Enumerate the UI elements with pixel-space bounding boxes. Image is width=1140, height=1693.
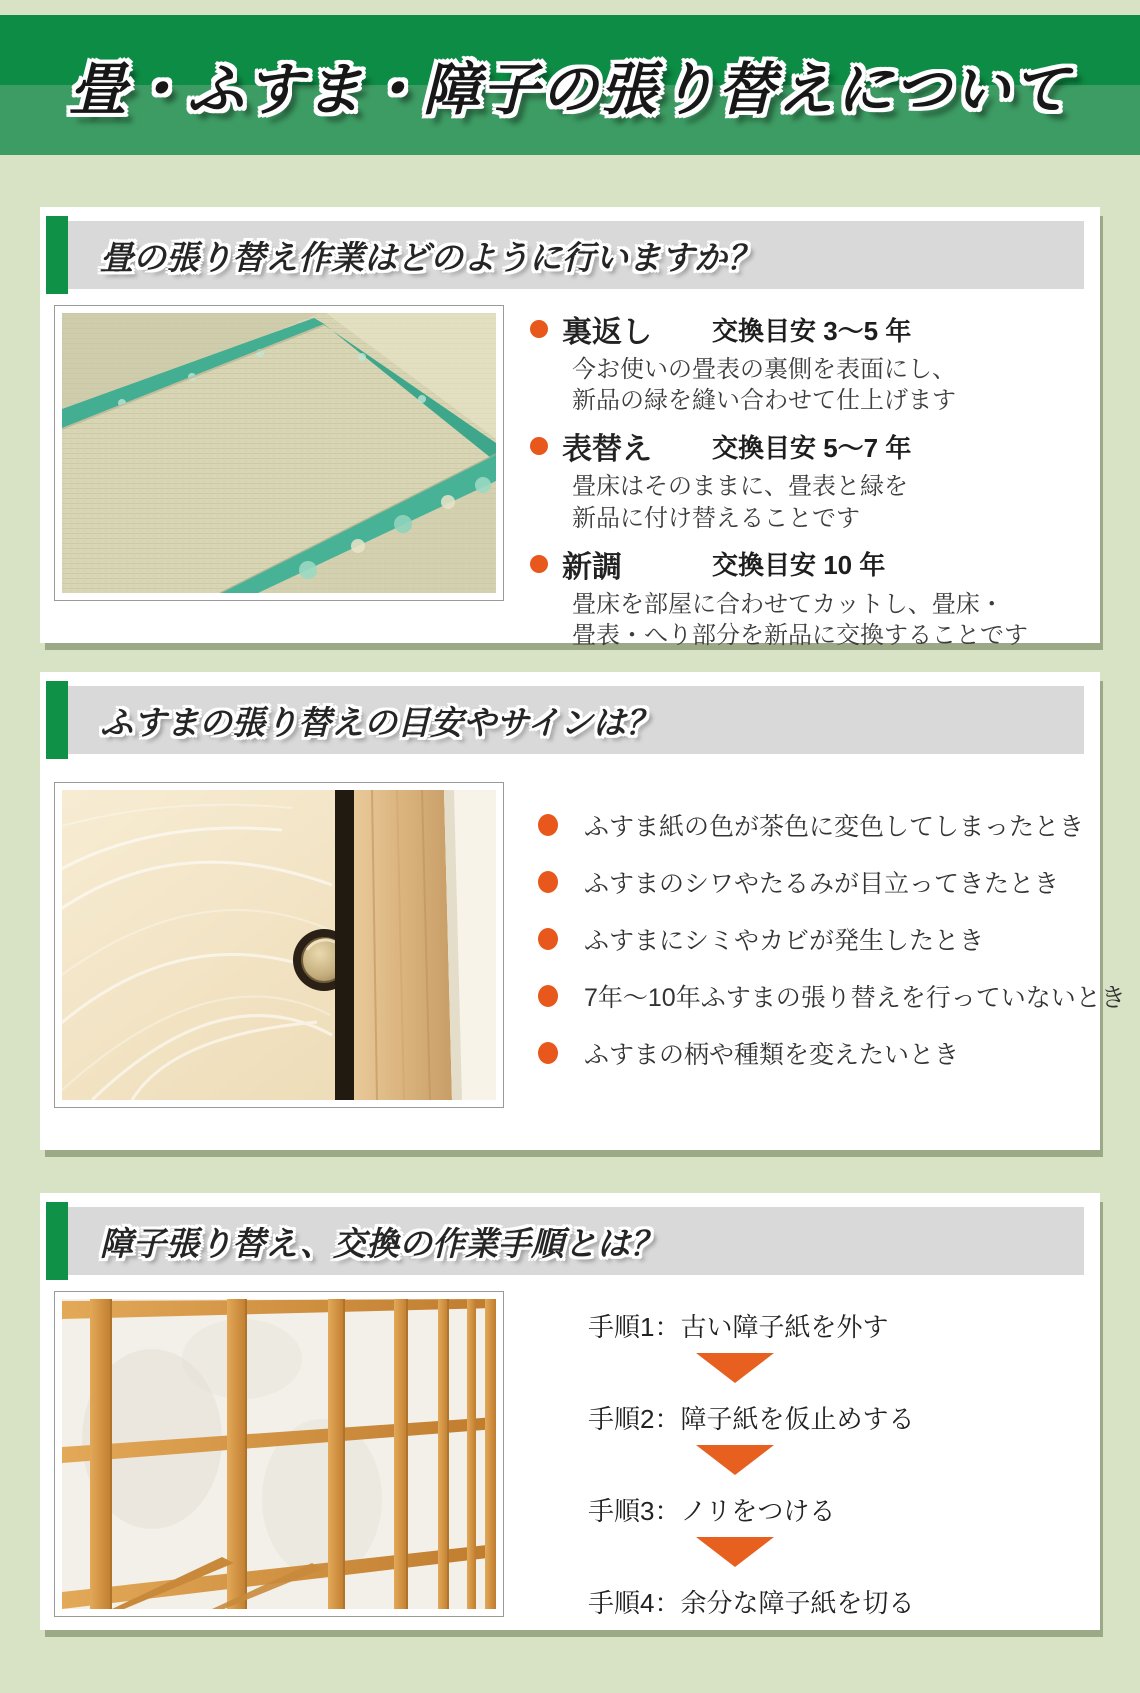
- bullet-dot-icon: [538, 985, 558, 1007]
- fusuma-sign-row: ふすまの柄や種類を変えたいとき: [538, 1024, 1126, 1081]
- shoji-step-4: 手順4：余分な障子紙を切る: [588, 1588, 915, 1618]
- item-term: 新調: [562, 550, 622, 584]
- fusuma-sign-row: ふすまのシワやたるみが目立ってきたとき: [538, 853, 1126, 910]
- shoji-photo-image: [62, 1299, 496, 1609]
- section-shoji-card: [40, 1193, 1100, 1630]
- tatami-item-urakaeshi: [530, 307, 1086, 416]
- shoji-photo: [54, 1291, 504, 1617]
- section-tatami-heading-bar: [46, 221, 1084, 289]
- fusuma-sign-row: 7年～10年ふすまの張り替えを行っていないとき: [538, 967, 1126, 1024]
- tatami-photo: [54, 305, 504, 601]
- green-accent-tab: [46, 681, 68, 759]
- shoji-step-1: 手順1：古い障子紙を外す: [588, 1312, 889, 1342]
- section-tatami-card: [40, 207, 1100, 649]
- shoji-step-2: 手順2：障子紙を仮止めする: [588, 1404, 915, 1434]
- bullet-dot-icon: [530, 320, 548, 338]
- fusuma-photo: [54, 782, 504, 1108]
- tatami-item-omotegae: [530, 424, 1086, 533]
- arrow-down-icon: [696, 1353, 774, 1383]
- fusuma-photo-image: [62, 790, 496, 1100]
- section-fusuma-card: [40, 672, 1126, 1150]
- tatami-photo-image: [62, 313, 496, 593]
- section-tatami-heading: 畳の張り替え作業はどのように行いますか？: [100, 238, 760, 276]
- bullet-dot-icon: [538, 871, 558, 893]
- fusuma-sign-row: ふすま紙の色が茶色に変色してしまったとき: [538, 796, 1126, 853]
- item-term: 裏返し: [562, 316, 652, 349]
- section-fusuma-heading: ふすまの張り替えの目安やサインは？: [100, 703, 659, 741]
- item-description: 今お使いの畳表の裏側を表面にし、 新品の緑を縫い合わせて仕上げます: [572, 356, 956, 415]
- bullet-dot-icon: [538, 928, 558, 950]
- bullet-dot-icon: [530, 437, 548, 455]
- bullet-dot-icon: [538, 1042, 558, 1064]
- green-accent-tab: [46, 1202, 68, 1280]
- shoji-step-3: 手順3：ノリをつける: [588, 1496, 836, 1526]
- item-term: 表替え: [562, 433, 652, 467]
- fusuma-sign-row: ふすまにシミやカビが発生したとき: [538, 910, 1126, 967]
- tatami-item-shincho: [530, 542, 1086, 651]
- arrow-down-icon: [696, 1445, 774, 1475]
- item-guide: 交換目安 5～7 年: [712, 432, 912, 463]
- section-shoji-heading-bar: [46, 1207, 1084, 1275]
- header-band: [0, 15, 1140, 155]
- green-accent-tab: [46, 216, 68, 294]
- bullet-dot-icon: [530, 555, 548, 573]
- page-title: 畳・ふすま・障子の張り替えについて: [69, 58, 1071, 122]
- bullet-dot-icon: [538, 814, 558, 836]
- section-shoji-heading: 障子張り替え、交換の作業手順とは？: [100, 1224, 663, 1262]
- item-description: 畳床はそのままに、畳表と緑を 新品に付け替えることです: [572, 473, 908, 532]
- item-description: 畳床を部屋に合わせてカットし、畳床・ 畳表・へり部分を新品に交換することです: [572, 590, 1028, 649]
- item-guide: 交換目安 3～5 年: [712, 315, 912, 346]
- section-fusuma-heading-bar: [46, 686, 1084, 754]
- item-guide: 交換目安 10 年: [712, 550, 886, 581]
- arrow-down-icon: [696, 1537, 774, 1567]
